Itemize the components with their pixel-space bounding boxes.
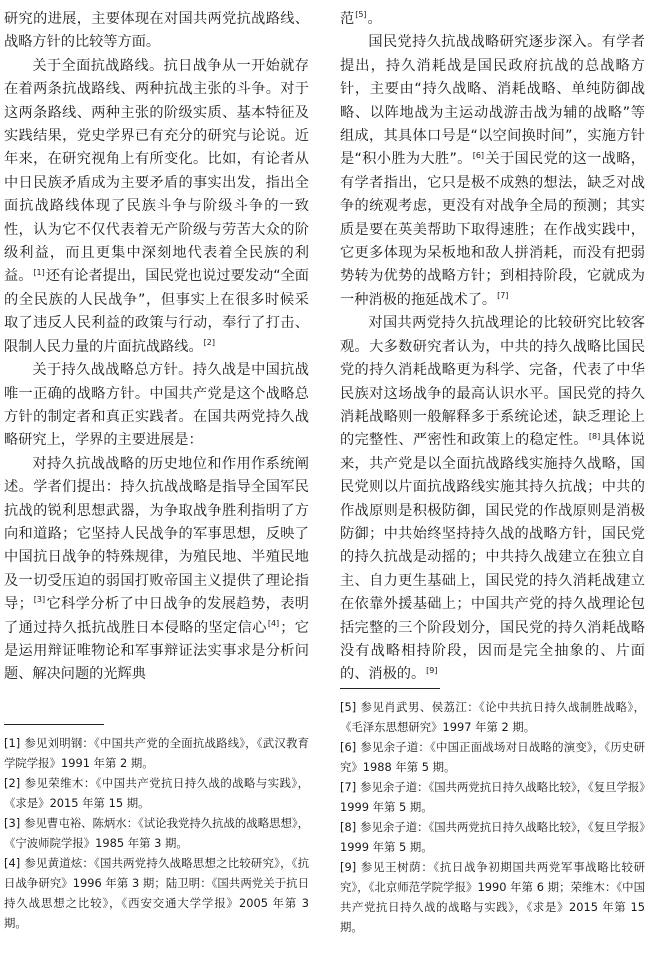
footnote-number: [6] bbox=[340, 740, 357, 754]
paragraph-text: 具体说来，共产党是以全面抗战路线实施持久战略，国民党则以片面抗战路线实施其持久抗战；中共的作战原则是积极防御，国民党的作战原则是消极防御；中共始终坚持持久战的战略方针，国民党的持久抗战是动摇的；中共持久战建立在独立自主、自力更生基础上，国民党的持久消耗战建立在依靠外援基础上；中国共产党的持久战理论包括完整的三个阶段划分，国民党的持久消耗战略没有战略相持阶段，因而是完全抽象的、片面的、消极的。 bbox=[340, 432, 645, 683]
footnote-marker[interactable]: [4] bbox=[267, 618, 280, 628]
footnote-rule bbox=[4, 724, 104, 725]
paragraph-text: 关于持久战战略总方针。持久战是中国抗战唯一正确的战略方针。中国共产党是这个战略总方针的制定者和真正实践者。在国共两党持久战略研究上，学界的主要进展是： bbox=[4, 362, 309, 449]
right-column bbox=[340, 8, 645, 687]
footnote bbox=[340, 857, 645, 937]
footnote bbox=[4, 853, 309, 933]
paragraph-text: 还有论者提出，国民党也说过要发动“全面的全民族的人民战争”，但事实上在很多时候采取了违反人民利益的政策与行动，奉行了打击、限制人民力量的片面抗战路线。 bbox=[4, 268, 309, 355]
footnote-text: 参见余子道：《国共两党抗日持久战略比较》，《复旦学报》1999 年第 5 期。 bbox=[340, 820, 645, 854]
paragraph-text: 范 bbox=[340, 11, 355, 27]
paragraph-text: 国民党持久抗战战略研究逐步深入。有学者提出，持久消耗战是国民政府抗战的总战略方针，主要由“持久战略、消耗战略、单纯防御战略、以阵地战为主运动战游击战为辅的战略”等组成，其具体口号是“以空间换时间”，实施方针是“积小胜为大胜”。 bbox=[340, 34, 645, 168]
footnote bbox=[4, 773, 309, 813]
paragraph-text: 对持久抗战战略的历史地位和作用作系统阐述。学者们提出：持久抗战战略是指导全国军民抗战的锐利思想武器，为争取战争胜利指明了方向和道路；它坚持人民战争的军事思想，反映了中国抗日战争的特殊规律，为殖民地、半殖民地及一切受压迫的弱国打败帝国主义提供了理论指导； bbox=[4, 455, 309, 613]
footnote-marker[interactable]: [5] bbox=[355, 10, 367, 20]
paragraph-text: 它科学分析了中日战争的发展趋势，表明了通过持久抵抗战胜日本侵略的坚定信心 bbox=[4, 596, 309, 636]
footnote-number: [8] bbox=[340, 820, 357, 834]
footnotes-left bbox=[4, 724, 309, 933]
footnote bbox=[4, 733, 309, 773]
body-paragraph bbox=[4, 453, 309, 687]
footnote-marker[interactable]: [2] bbox=[203, 337, 215, 347]
footnote-number: [5] bbox=[340, 700, 357, 714]
footnote-rule bbox=[340, 688, 440, 689]
footnote bbox=[4, 813, 309, 853]
footnote-number: [4] bbox=[4, 856, 21, 870]
footnote-marker[interactable]: [6] bbox=[472, 150, 485, 160]
footnote-text: 参见曹屯裕、陈炳水：《试论我党持久抗战的战略思想》，《宁波师院学报》1985 年第 3 期。 bbox=[4, 816, 309, 850]
paragraph-text: 关于国民党的这一战略，有学者指出，它只是极不成熟的想法，缺乏对战争的统观考虑，更没有对战争全局的预测；其实质是要在英美帮助下取得速胜；在作战实践中，它更多体现为呆板地和敌人拼消耗，而没有把弱势转为优势的战略方针；到相持阶段，它就成为一种消极的拖延战术了。 bbox=[340, 151, 645, 308]
footnote-number: [3] bbox=[4, 816, 21, 830]
footnote-text: 参见肖武男、侯荔江：《论中共抗日持久战制胜战略》，《毛泽东思想研究》1997 年第 2 期。 bbox=[340, 700, 645, 734]
footnote-text: 参见黄道炫：《国共两党持久战略思想之比较研究》，《抗日战争研究》1996 年第 3 期；陆卫明：《国共两党关于抗日持久战思想之比较》，《西安交通大学学报》2005 年第 3 期。 bbox=[4, 856, 309, 930]
body-paragraph bbox=[340, 31, 645, 312]
footnote bbox=[340, 697, 645, 737]
footnote-marker[interactable]: [1] bbox=[33, 267, 45, 277]
footnote-marker[interactable]: [7] bbox=[497, 291, 509, 301]
footnote bbox=[340, 737, 645, 777]
footnote-marker[interactable]: [8] bbox=[588, 431, 601, 441]
footnote-text: 参见余子道：《中国正面战场对日战略的演变》，《历史研究》1988 年第 5 期。 bbox=[340, 740, 645, 774]
footnote-number: [1] bbox=[4, 736, 21, 750]
footnote-marker[interactable]: [9] bbox=[426, 665, 438, 675]
footnotes-right bbox=[340, 688, 645, 937]
paragraph-text: ；它是运用辩证唯物论和军事辩证法实事求是分析问题、解决问题的光辉典 bbox=[4, 619, 309, 683]
footnote-number: [9] bbox=[340, 860, 357, 874]
footnote-number: [2] bbox=[4, 776, 21, 790]
paragraph-text: 对国共两党持久抗战理论的比较研究比较客观。大多数研究者认为，中共的持久战略比国民党的持久消耗战略更为科学、完备，代表了中华民族对这场战争的最高认识水平。国民党的持久消耗战略则一般解释多于系统论述，缺乏理论上的完整性、严密性和政策上的稳定性。 bbox=[340, 315, 645, 449]
body-paragraph bbox=[340, 8, 645, 31]
footnote bbox=[340, 777, 645, 817]
left-column bbox=[4, 8, 309, 687]
footnote-number: [7] bbox=[340, 780, 357, 794]
body-paragraph bbox=[4, 359, 309, 453]
footnote-text: 参见刘明钢：《中国共产党的全面抗战路线》，《武汉教育学院学报》1991 年第 2 期。 bbox=[4, 736, 309, 770]
body-paragraph bbox=[4, 55, 309, 359]
footnote-text: 参见王树荫：《抗日战争初期国共两党军事战略比较研究》，《北京师范学院学报》1990 年第 6 期；荣维木：《中国共产党抗日持久战的战略与实践》，《求是》2015 年第 15 期。 bbox=[340, 860, 645, 934]
body-paragraph bbox=[340, 312, 645, 687]
body-paragraph bbox=[4, 8, 309, 55]
footnote-marker[interactable]: [3] bbox=[33, 595, 46, 605]
paragraph-text: 关于全面抗战路线。抗日战争从一开始就存在着两条抗战路线、两种抗战主张的斗争。对于这两条路线、两种主张的阶级实质、基本特征及实践结果，党史学界已有充分的研究与论说。近年来，在研究视角上有所变化。比如，有论者从中日民族矛盾成为主要矛盾的事实出发，指出全面抗战路线体现了民族斗争与阶级斗争的一致性，认为它不仅代表着无产阶级与劳苦大众的阶级利益，而且更集中深刻地代表着全民族的利益。 bbox=[4, 57, 309, 285]
footnote bbox=[340, 817, 645, 857]
footnote-text: 参见余子道：《国共两党抗日持久战略比较》，《复旦学报》1999 年第 5 期。 bbox=[340, 780, 645, 814]
paragraph-text: 研究的进展，主要体现在对国共两党抗战路线、战略方针的比较等方面。 bbox=[4, 11, 309, 51]
footnote-text: 参见荣维木：《中国共产党抗日持久战的战略与实践》，《求是》2015 年第 15 期。 bbox=[4, 776, 309, 810]
paragraph-text: 。 bbox=[367, 11, 382, 27]
